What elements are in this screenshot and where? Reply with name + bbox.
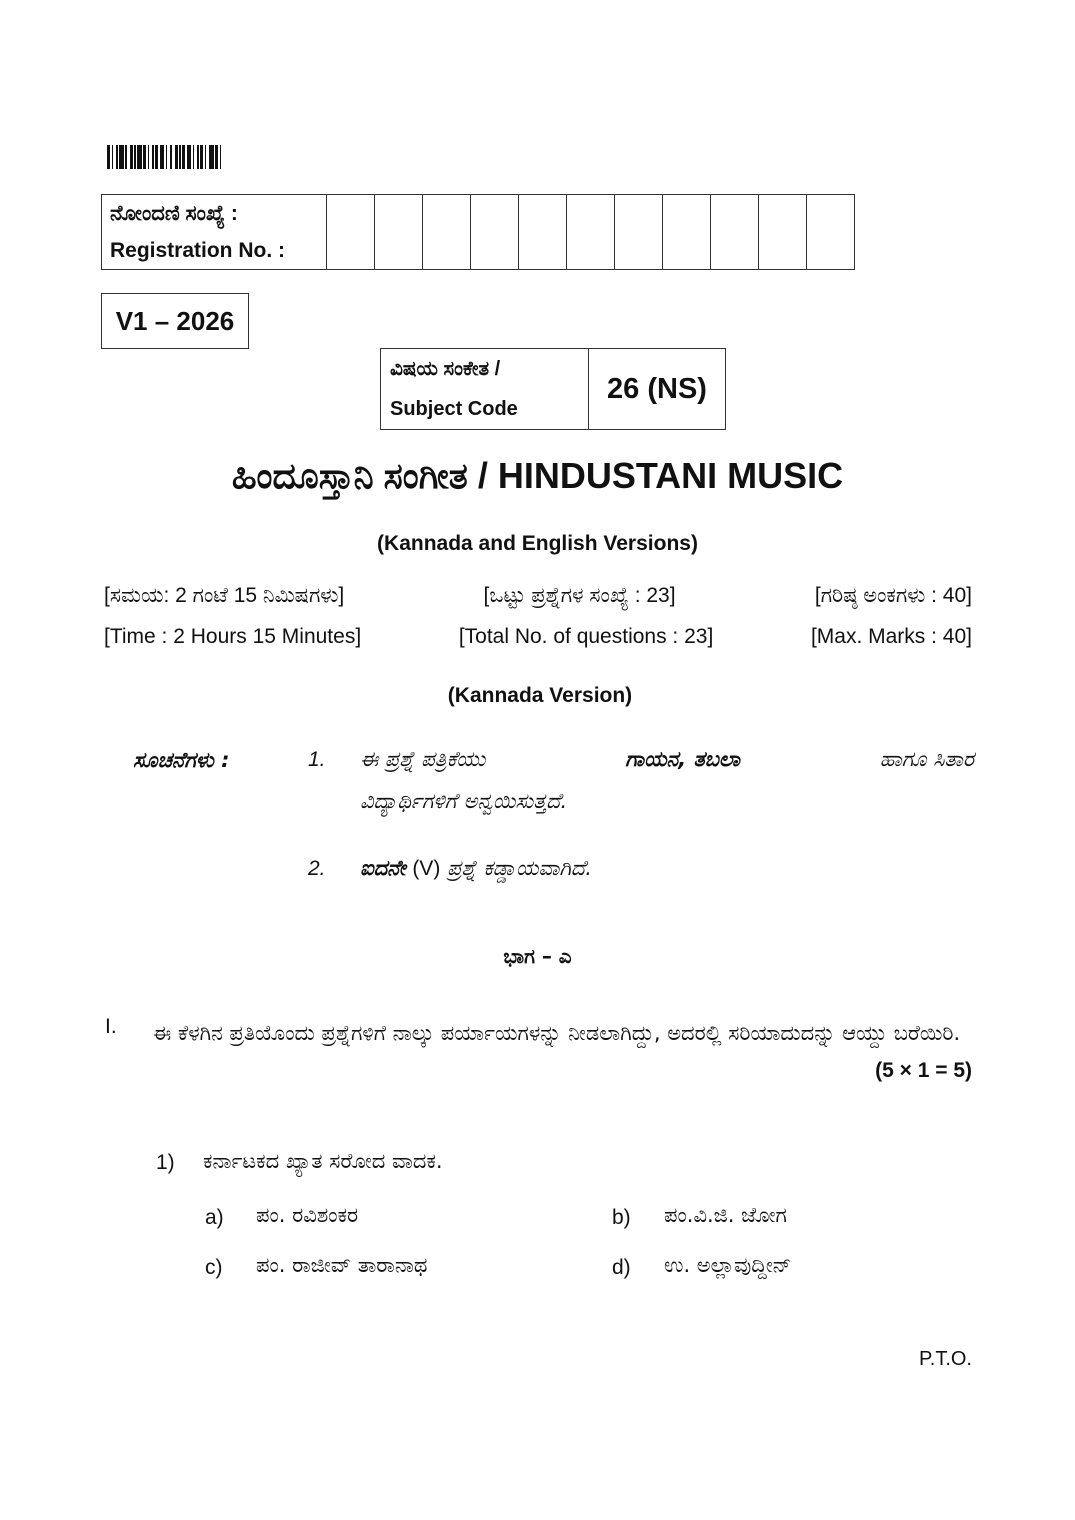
part-heading: ಭಾಗ – ಎ (503, 944, 572, 968)
version-label: (Kannada Version) (447, 684, 633, 707)
question-marks: (5 × 1 = 5) (875, 1059, 972, 1082)
instructions-heading: ಸೂಚನೆಗಳು : (133, 748, 230, 772)
registration-digit-cell[interactable] (327, 195, 375, 270)
max-marks-english: [Max. Marks : 40] (810, 625, 972, 648)
registration-digit-cell[interactable] (519, 195, 567, 270)
registration-digit-cell[interactable] (759, 195, 807, 270)
exam-meta-kannada (104, 584, 972, 608)
registration-digit-cell[interactable] (711, 195, 759, 270)
instruction-text: ಈ ಪ್ರಶ್ನೆ ಪತ್ರಿಕೆಯು (360, 747, 486, 771)
registration-label-kannada: ನೋಂದಣಿ ಸಂಖ್ಯೆ : (110, 202, 238, 225)
please-turn-over: P.T.O. (919, 1348, 972, 1370)
instruction-text: ಹಾಗೂ ಸಿತಾರ (879, 747, 974, 771)
instruction-item-2 (360, 847, 592, 890)
registration-number-box (101, 194, 855, 270)
subject-code-label (381, 349, 589, 430)
paper-subtitle: (Kannada and English Versions) (377, 532, 698, 555)
option-letter: d) (612, 1256, 631, 1279)
version-code-box: V1 – 2026 (101, 293, 249, 349)
exam-meta-english (104, 625, 972, 649)
question-count-kannada: [ಒಟ್ಟು ಪ್ರಶ್ನೆಗಳ ಸಂಖ್ಯೆ : 23] (483, 584, 676, 607)
registration-digit-cell[interactable] (423, 195, 471, 270)
instruction-item-1 (360, 738, 974, 822)
instruction-subjects: ಗಾಯನ, ತಬಲಾ (625, 747, 740, 771)
option-text: ಪಂ. ರವಿಶಂಕರ (256, 1203, 359, 1227)
registration-digit-cell[interactable] (807, 195, 855, 270)
option-letter: b) (612, 1206, 631, 1229)
registration-digit-cell[interactable] (663, 195, 711, 270)
instruction-number: 1. (308, 748, 326, 771)
option-letter: c) (205, 1256, 223, 1279)
barcode-bar (221, 145, 224, 169)
question-count-english: [Total No. of questions : 23] (458, 625, 714, 648)
subject-code-value: 26 (NS) (589, 349, 726, 430)
instruction-line: ವಿದ್ಯಾರ್ಥಿಗಳಿಗೆ ಅನ್ವಯಿಸುತ್ತದೆ. (360, 789, 568, 813)
registration-digit-cell[interactable] (375, 195, 423, 270)
registration-digit-cell[interactable] (471, 195, 519, 270)
subquestion-text: ಕರ್ನಾಟಕದ ಖ್ಯಾತ ಸರೋದ ವಾದಕ. (203, 1149, 443, 1173)
option-text: ಪಂ. ರಾಜೀವ್ ತಾರಾನಾಥ (256, 1253, 428, 1277)
time-kannada: [ಸಮಯ: 2 ಗಂಟೆ 15 ನಿಮಿಷಗಳು] (104, 584, 345, 607)
max-marks-kannada: [ಗರಿಷ್ಠ ಅಂಕಗಳು : 40] (814, 584, 972, 607)
barcode (107, 145, 245, 169)
registration-label (102, 195, 327, 270)
instruction-line (360, 738, 974, 780)
subject-code-label-english: Subject Code (390, 398, 518, 420)
instruction-roman-numeral: (V) (412, 857, 441, 880)
subject-code-box (380, 348, 726, 430)
option-text: ಉ. ಅಲ್ಲಾವುದ್ದೀನ್ (664, 1253, 792, 1277)
instruction-number: 2. (308, 857, 326, 880)
paper-title: ಹಿಂದೂಸ್ತಾನಿ ಸಂಗೀತ / HINDUSTANI MUSIC (231, 455, 844, 496)
option-text: ಪಂ.ವಿ.ಜಿ. ಜೋಗ (664, 1203, 787, 1227)
registration-digit-cell[interactable] (567, 195, 615, 270)
registration-label-english: Registration No. : (110, 239, 286, 262)
registration-digit-cell[interactable] (615, 195, 663, 270)
subject-code-label-kannada: ವಿಷಯ ಸಂಕೇತ / (390, 358, 501, 380)
question-number: I. (105, 1015, 117, 1038)
subquestion-number: 1) (156, 1151, 175, 1174)
instruction-emphasis: ಐದನೇ (360, 856, 406, 880)
time-english: [Time : 2 Hours 15 Minutes] (104, 625, 362, 648)
instruction-text: ಪ್ರಶ್ನೆ ಕಡ್ಡಾಯವಾಗಿದೆ. (447, 856, 592, 880)
option-letter: a) (205, 1206, 224, 1229)
question-text: ಈ ಕೆಳಗಿನ ಪ್ರತಿಯೊಂದು ಪ್ರಶ್ನೆಗಳಿಗೆ ನಾಲ್ಕು ಪರ್ಯಾಯಗಳನ್ನು ನೀಡಲಾಗಿದ್ದು, ಅದರಲ್ಲಿ ಸರಿಯಾದುದನ್ನು ಆಯ್ದು ಬರೆಯಿರಿ. (153, 1021, 961, 1045)
